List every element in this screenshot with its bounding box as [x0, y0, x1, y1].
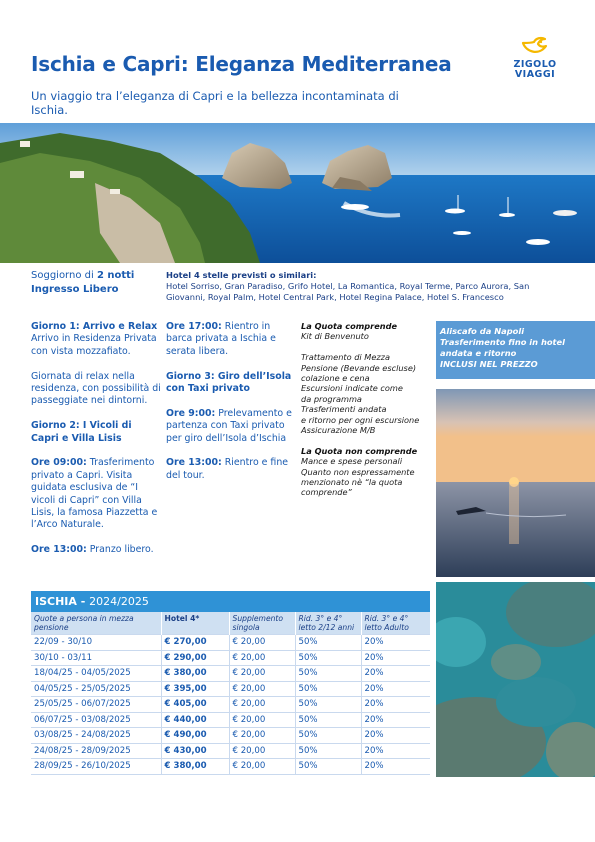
section-spacer — [301, 435, 429, 445]
day3-time1: Ore 9:00: — [166, 407, 216, 419]
cell-period: 30/10 - 03/11 — [31, 650, 161, 666]
cell-adult: 20% — [361, 712, 430, 728]
hotels-title: Hotel 4 stelle previsti o similari: — [166, 270, 317, 280]
cell-price: € 290,00 — [161, 650, 229, 666]
logo-line2: VIAGGI — [514, 69, 556, 80]
cell-period: 24/08/25 - 28/09/2025 — [31, 743, 161, 759]
day3-text1: Prelevamento e partenza con Taxi privato per giro dell’Isola d’Ischia — [166, 407, 292, 444]
stay-entry: Ingresso Libero — [31, 284, 119, 295]
cell-child: 50% — [295, 666, 361, 682]
excludes-title: La Quota non comprende — [301, 445, 418, 456]
day1-text: Arrivo in Residenza Privata con vista mozzafiato. — [31, 333, 157, 357]
cell-single: € 20,00 — [229, 635, 295, 651]
transfer-box — [436, 321, 595, 379]
cell-child: 50% — [295, 681, 361, 697]
cell-price: € 490,00 — [161, 728, 229, 744]
cell-single: € 20,00 — [229, 728, 295, 744]
cell-child: 50% — [295, 650, 361, 666]
cell-period: 06/07/25 - 03/08/2025 — [31, 712, 161, 728]
cell-single: € 20,00 — [229, 697, 295, 713]
itinerary-column-2 — [166, 321, 296, 495]
includes-item: Trasferimenti andata — [301, 404, 387, 415]
table-header-row — [31, 612, 430, 635]
cell-period: 18/04/25 - 04/05/2025 — [31, 666, 161, 682]
cell-single: € 20,00 — [229, 666, 295, 682]
table-row — [31, 759, 430, 775]
includes-item: Escursioni indicate come — [301, 383, 403, 394]
includes-title: La Quota comprende — [301, 321, 397, 331]
cell-child: 50% — [295, 712, 361, 728]
bird-logo-icon — [519, 34, 551, 60]
cell-child: 50% — [295, 635, 361, 651]
day2-time1: Ore 09:00: — [31, 457, 87, 469]
table-row — [31, 712, 430, 728]
includes-item-spacer — [301, 342, 429, 352]
table-row — [31, 697, 430, 713]
header-adult: Rid. 3° e 4° letto Adulto — [361, 612, 430, 635]
cell-period: 04/05/25 - 25/05/2025 — [31, 681, 161, 697]
hotels-info — [166, 270, 566, 303]
day2-text1: Trasferimento privato a Capri. Visita guidata esclusiva de “I vicoli di Capri” con Villa Lisis, la famosa Piazzetta e l’Arco Naturale. — [31, 457, 158, 531]
price-table-title — [31, 591, 430, 612]
header-child: Rid. 3° e 4° letto 2/12 anni — [295, 612, 361, 635]
stay-prefix: Soggiorno di — [31, 270, 97, 281]
stay-info — [31, 269, 161, 297]
excludes-item: Mance e spese personali — [301, 456, 403, 467]
day2-time3: Ore 17:00: — [166, 321, 222, 332]
table-row — [31, 728, 430, 744]
header-period: Quote a persona in mezza pensione — [31, 612, 161, 635]
day2-text2: Pranzo libero. — [89, 544, 154, 556]
cell-adult: 20% — [361, 743, 430, 759]
cell-price: € 380,00 — [161, 759, 229, 775]
day3-time2: Ore 13:00: — [166, 457, 222, 469]
cell-single: € 20,00 — [229, 650, 295, 666]
day3-text2: Rientro e fine del tour. — [166, 457, 289, 481]
page-title: Ischia e Capri: Eleganza Mediterranea — [31, 52, 452, 76]
day2-text3: Rientro in barca privata a Ischia e serata libera. — [166, 321, 276, 357]
sunset-image — [436, 389, 595, 577]
cell-adult: 20% — [361, 728, 430, 744]
transfer-line2: Trasferimento fino in hotel — [440, 337, 565, 347]
excludes-item: comprende” — [301, 487, 352, 498]
cell-price: € 395,00 — [161, 681, 229, 697]
cell-period: 03/08/25 - 24/08/2025 — [31, 728, 161, 744]
includes-item: Trattamento di Mezza — [301, 352, 390, 363]
day2-time2: Ore 13:00: — [31, 544, 87, 556]
includes-item: Kit di Benvenuto — [301, 331, 369, 342]
header-hotel: Hotel 4* — [161, 612, 229, 635]
cell-child: 50% — [295, 697, 361, 713]
includes-item: Pensione (Bevande escluse) — [301, 362, 417, 373]
quota-details — [301, 321, 429, 498]
transfer-line4: INCLUSI NEL PREZZO — [440, 359, 538, 369]
table-row — [31, 635, 430, 651]
cell-adult: 20% — [361, 650, 430, 666]
includes-item: colazione e cena — [301, 373, 370, 384]
table-row — [31, 666, 430, 682]
excludes-item: Quanto non espressamente — [301, 466, 415, 477]
header-single: Supplemento singola — [229, 612, 295, 635]
transfer-line1: Aliscafo da Napoli — [440, 326, 525, 336]
cell-period: 25/05/25 - 06/07/2025 — [31, 697, 161, 713]
cell-price: € 405,00 — [161, 697, 229, 713]
excludes-item: menzionato nè “la quota — [301, 477, 403, 488]
includes-item: e ritorno per ogni escursione — [301, 414, 420, 425]
hero-image-capri — [0, 123, 595, 263]
day3-title: Giorno 3: Giro dell’Isola con Taxi privato — [166, 370, 292, 395]
transfer-line3: andata e ritorno — [440, 348, 517, 358]
cell-adult: 20% — [361, 635, 430, 651]
cell-price: € 270,00 — [161, 635, 229, 651]
cell-adult: 20% — [361, 697, 430, 713]
cell-price: € 430,00 — [161, 743, 229, 759]
cell-single: € 20,00 — [229, 712, 295, 728]
cell-period: 28/09/25 - 26/10/2025 — [31, 759, 161, 775]
table-row — [31, 743, 430, 759]
cell-adult: 20% — [361, 759, 430, 775]
cell-child: 50% — [295, 759, 361, 775]
day1-text2: Giornata di relax nella residenza, con possibilità di passeggiate nei dintorni. — [31, 370, 161, 407]
page-subtitle: Un viaggio tra l’eleganza di Capri e la bellezza incontaminata di Ischia. — [31, 89, 399, 117]
sea-rocks-image — [436, 582, 595, 777]
logo-line1: ZIGOLO — [513, 59, 557, 70]
includes-item: Assicurazione M/B — [301, 425, 376, 436]
day2-title: Giorno 2: I Vicoli di Capri e Villa Lisis — [31, 420, 132, 444]
cell-single: € 20,00 — [229, 759, 295, 775]
cell-child: 50% — [295, 743, 361, 759]
includes-item: da programma — [301, 393, 362, 404]
table-row — [31, 681, 430, 697]
price-table — [31, 591, 430, 775]
day1-title: Giorno 1: Arrivo e Relax — [31, 321, 158, 332]
stay-nights: 2 notti — [96, 270, 135, 281]
itinerary-column-1 — [31, 321, 161, 569]
hotels-list: Hotel Sorriso, Gran Paradiso, Grifo Hotel, La Romantica, Royal Terme, Parco Aurora, San Giovanni, Royal Palm, Hotel Central Park, Hotel Regina Palace, Hotel S. Francesco — [166, 281, 530, 302]
table-row — [31, 650, 430, 666]
cell-single: € 20,00 — [229, 743, 295, 759]
cell-price: € 440,00 — [161, 712, 229, 728]
cell-single: € 20,00 — [229, 681, 295, 697]
brand-logo[interactable] — [500, 34, 570, 80]
cell-price: € 380,00 — [161, 666, 229, 682]
cell-child: 50% — [295, 728, 361, 744]
price-grid — [31, 612, 430, 775]
table-title-bold: ISCHIA - — [35, 595, 90, 608]
cell-period: 22/09 - 30/10 — [31, 635, 161, 651]
table-title-years: 2024/2025 — [89, 595, 149, 608]
cell-adult: 20% — [361, 666, 430, 682]
cell-adult: 20% — [361, 681, 430, 697]
